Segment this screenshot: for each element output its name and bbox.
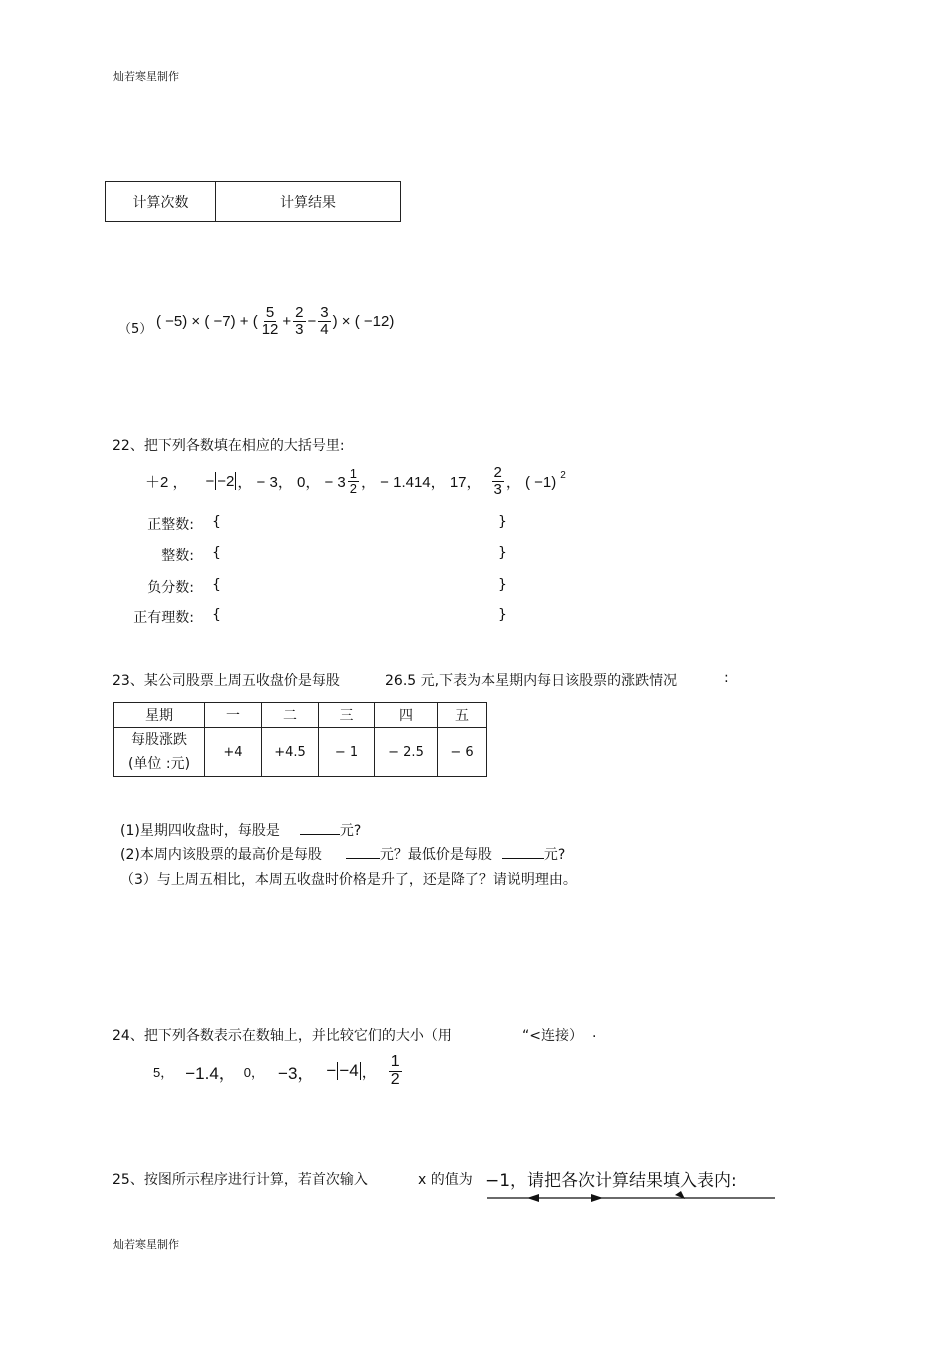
q25-title-c: −1，请把各次计算结果填入表内:: [485, 1171, 737, 1191]
brace-close: }: [498, 577, 507, 593]
q5-op-plus: +: [282, 312, 292, 330]
q24-title-b: “<连接）: [522, 1028, 583, 1044]
q24-fraction: [389, 1054, 402, 1089]
q22-row-positive-rationals-label: 正有理数:: [133, 610, 194, 626]
q5-expression: [156, 305, 394, 338]
fraction-numerator: 1: [390, 1053, 400, 1070]
q5-op-minus: −: [307, 312, 317, 330]
q5-fraction-2: [293, 305, 305, 338]
q25-title-b: x 的值为: [418, 1172, 473, 1188]
brace-close: }: [498, 545, 507, 561]
q23-sub-2-unit: 元?: [543, 847, 566, 863]
q22-numbers: [145, 465, 566, 498]
calc-count-header: 计算次数: [106, 182, 216, 222]
q22-num-3: ， − 3， 0， − 3: [237, 473, 346, 491]
answer-blank[interactable]: [300, 820, 340, 835]
q23-title-b: 26.5 元,下表为本星期内每日该股票的涨跌情况: [385, 673, 678, 689]
q24-num-5-sep: ，: [361, 1063, 377, 1081]
q24-num-3: 0，: [243, 1064, 265, 1080]
flowchart-arrow-line: [485, 1190, 777, 1206]
q22-num-5: ， ( −1): [505, 473, 557, 491]
arrow-left-icon: [527, 1194, 539, 1202]
stock-header-tue: 二: [262, 703, 319, 728]
q5-expr-a: ( −5) × ( −7) + (: [156, 312, 258, 330]
abs-bar-right: [360, 1062, 361, 1080]
page-footer: 灿若寒星制作: [113, 1238, 179, 1251]
q23-sub-1-text: (1)星期四收盘时，每股是: [120, 823, 280, 839]
fraction-numerator: 5: [265, 304, 275, 321]
stock-change-mon: +4: [205, 728, 262, 777]
q23-sub-3: （3）与上周五相比，本周五收盘时价格是升了，还是降了？请说明理由。: [120, 872, 577, 888]
q24-title-a: 24、把下列各数表示在数轴上，并比较它们的大小（用: [112, 1028, 452, 1044]
fraction-denominator: 4: [320, 320, 329, 338]
q24-num-1: 5，: [153, 1064, 174, 1080]
stock-header-wed: 三: [319, 703, 375, 728]
q23-sub-2: [120, 844, 565, 864]
fraction-numerator: 2: [493, 464, 502, 481]
fraction-denominator: 2: [349, 480, 358, 496]
stock-change-tue: +4.5: [262, 728, 319, 777]
stock-row-label: [114, 728, 205, 777]
q5-fraction-1: [260, 305, 281, 338]
q22-title: 22、把下列各数填在相应的大括号里:: [112, 438, 345, 454]
fraction-denominator: 3: [295, 320, 304, 338]
answer-blank[interactable]: [502, 844, 544, 859]
answer-blank[interactable]: [346, 844, 380, 859]
brace-open: {: [212, 607, 221, 623]
q24-num-4: −3，: [278, 1063, 315, 1083]
fraction-numerator: 3: [320, 304, 329, 321]
q25-title-a: 25、按图所示程序进行计算，若首次输入: [112, 1172, 368, 1188]
q24-title-c: .: [592, 1025, 597, 1041]
q24-num-2: −1.4，: [185, 1063, 236, 1083]
q23-sub-1-unit: 元?: [339, 823, 362, 839]
q23-title-a: 23、某公司股票上周五收盘价是每股: [112, 673, 340, 689]
q22-row-negative-fractions-label: 负分数:: [147, 580, 194, 596]
q22-num-2-sign: −: [205, 472, 215, 490]
stock-row-label-line-2: (单位 :元): [127, 756, 191, 772]
stock-change-fri: − 6: [438, 728, 487, 777]
q22-num-4: ， − 1.414， 17，: [361, 473, 482, 491]
stock-table: [113, 702, 487, 777]
q23-title-c: :: [724, 670, 729, 686]
fraction-denominator: 2: [390, 1070, 400, 1088]
calc-table: [105, 181, 401, 222]
fraction-numerator: 1: [349, 466, 358, 482]
calc-result-header: 计算结果: [216, 182, 401, 222]
brace-close: }: [498, 514, 507, 530]
brace-close: }: [498, 607, 507, 623]
q24-numbers: [153, 1054, 404, 1089]
brace-open: {: [212, 514, 221, 530]
q5-expr-b: ) × ( −12): [332, 312, 395, 330]
q22-mixed-fraction: [348, 467, 359, 495]
stock-header-weekday: 星期: [114, 703, 205, 728]
brace-open: {: [212, 577, 221, 593]
abs-bar-left: [337, 1062, 338, 1080]
q5-label: （5）: [118, 322, 153, 337]
q22-row-integers-label: 整数:: [161, 548, 194, 564]
q22-fraction: [492, 465, 504, 498]
q23-sub-2-text: (2)本周内该股票的最高价是每股: [120, 847, 322, 863]
stock-header-thu: 四: [375, 703, 438, 728]
fraction-denominator: 3: [493, 480, 502, 498]
q5-fraction-3: [318, 305, 330, 338]
abs-bar-right: [235, 472, 236, 490]
q22-num-1: ＋2 ，: [145, 473, 188, 491]
arrow-right-icon: [591, 1194, 603, 1202]
stock-change-wed: − 1: [319, 728, 375, 777]
stock-header-mon: 一: [205, 703, 262, 728]
abs-bar-left: [215, 472, 216, 490]
q22-exponent: 2: [560, 469, 566, 481]
stock-row-label-line-1: 每股涨跌: [131, 732, 187, 748]
q23-sub-1: [120, 820, 361, 840]
q24-num-5-sign: −: [326, 1061, 337, 1081]
q24-num-5-value: −4: [339, 1061, 359, 1081]
q22-num-2-value: −2: [217, 472, 235, 490]
q23-sub-2-text-b: 元？最低价是每股: [379, 847, 492, 863]
stock-change-thu: − 2.5: [375, 728, 438, 777]
fraction-denominator: 12: [261, 320, 279, 338]
q22-row-positive-integers-label: 正整数:: [147, 517, 194, 533]
stock-header-fri: 五: [438, 703, 487, 728]
fraction-numerator: 2: [295, 304, 304, 321]
brace-open: {: [212, 545, 221, 561]
page-header: 灿若寒星制作: [113, 70, 179, 83]
